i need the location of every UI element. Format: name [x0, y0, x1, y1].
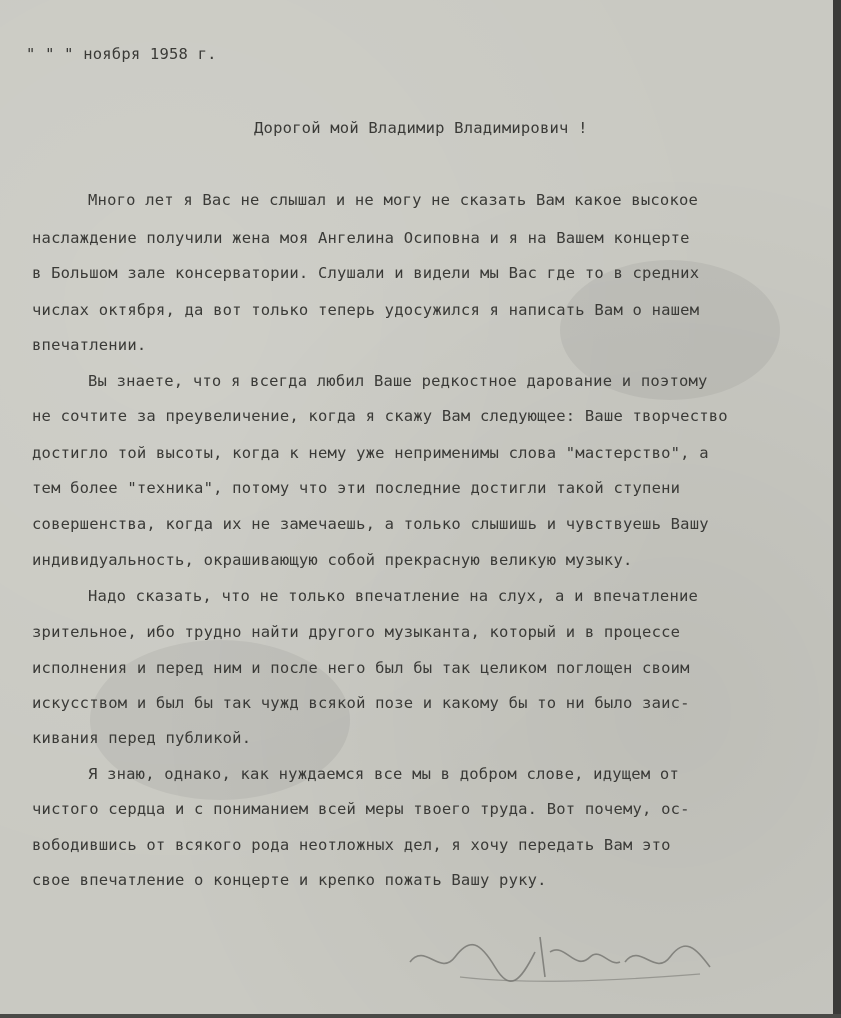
letter-line: наслаждение получили жена моя Ангелина Осиповна и я на Вашем концерте	[32, 229, 690, 247]
letter-line: искусством и был бы так чужд всякой позе и какому бы то ни было заис-	[32, 694, 690, 712]
letter-line: достигло той высоты, когда к нему уже неприменимы слова "мастерство", а	[32, 444, 709, 462]
handwritten-signature	[400, 922, 720, 992]
letter-line: свое впечатление о концерте и крепко пожать Вашу руку.	[32, 871, 547, 889]
letter-line: Я знаю, однако, как нуждаемся все мы в добром слове, идущем от	[88, 765, 679, 783]
letter-line: в Большом зале консерватории. Слушали и видели мы Вас где то в средних	[32, 264, 700, 282]
letter-line: тем более "техника", потому что эти последние достигли такой ступени	[32, 479, 681, 497]
letter-line: зрительное, ибо трудно найти другого музыканта, который и в процессе	[32, 623, 681, 641]
letter-line: Много лет я Вас не слышал и не могу не сказать Вам какое высокое	[88, 191, 699, 209]
letter-line: чистого сердца и с пониманием всей меры твоего труда. Вот почему, ос-	[32, 800, 690, 818]
letter-line: Вы знаете, что я всегда любил Ваше редкостное дарование и поэтому	[88, 372, 708, 390]
scan-edge-right	[833, 0, 841, 1018]
letter-line: числах октября, да вот только теперь удосужился я написать Вам о нашем	[32, 301, 700, 319]
letter-line: индивидуальность, окрашивающую собой прекрасную великую музыку.	[32, 551, 633, 569]
letter-line: исполнения и перед ним и после него был бы так целиком поглощен своим	[32, 659, 690, 677]
letter-date: " " " ноября 1958 г.	[26, 45, 217, 63]
letter-salutation: Дорогой мой Владимир Владимирович !	[254, 119, 588, 137]
letter-line: Надо сказать, что не только впечатление на слух, а и впечатление	[88, 587, 699, 605]
letter-line: кивания перед публикой.	[32, 729, 252, 747]
letter-line: не сочтите за преувеличение, когда я скажу Вам следующее: Ваше творчество	[32, 407, 728, 425]
letter-line: впечатлении.	[32, 336, 147, 354]
scan-edge-bottom	[0, 1014, 841, 1018]
letter-line: вободившись от всякого рода неотложных дел, я хочу передать Вам это	[32, 836, 671, 854]
letter-line: совершенства, когда их не замечаешь, а только слышишь и чувствуешь Вашу	[32, 515, 709, 533]
